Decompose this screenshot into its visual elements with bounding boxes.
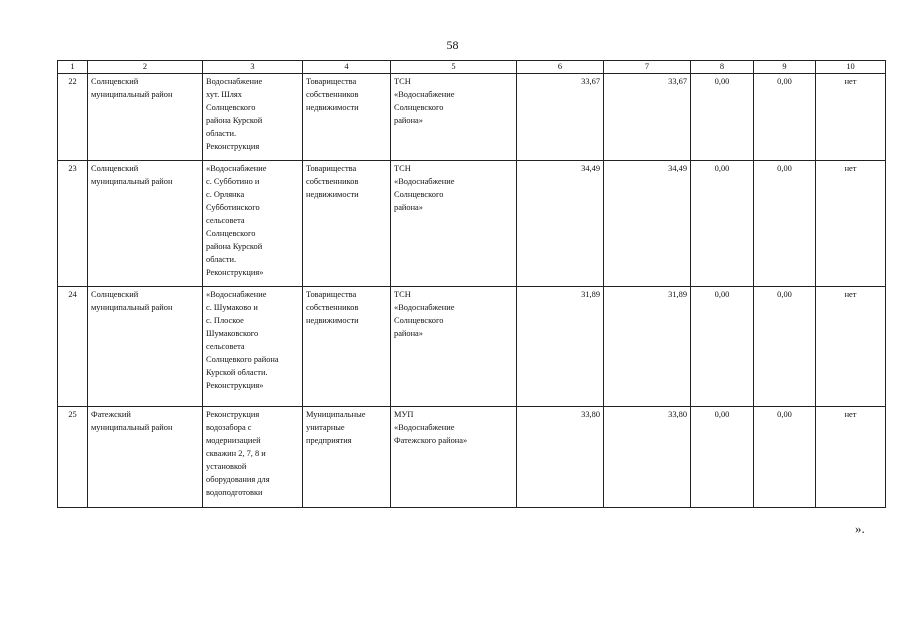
data-table [57,60,886,508]
column-header: 8 [691,61,754,74]
table-row [58,74,886,161]
table-row [58,287,886,407]
row-number: 25 [58,407,88,508]
value-cell-10: нет [816,74,886,161]
district-cell: Фатежский муниципальный район [88,407,203,508]
value-cell-7: 31,89 [604,287,691,407]
organization-cell: МУП «Водоснабжение Фатежского района» [391,407,517,508]
org-type-cell: Товарищества собственников недвижимости [303,287,391,407]
org-type-cell: Товарищества собственников недвижимости [303,74,391,161]
column-header: 2 [88,61,203,74]
value-cell-8: 0,00 [691,74,754,161]
row-number: 23 [58,161,88,287]
page-number: 58 [446,38,459,52]
value-cell-6: 34,49 [517,161,604,287]
org-type-cell: Товарищества собственников недвижимости [303,161,391,287]
value-cell-9: 0,00 [754,161,816,287]
district-cell: Солнцевский муниципальный район [88,287,203,407]
project-cell: «Водоснабжение с. Субботино и с. Орлянка Субботинского сельсовета Солнцевского района Курской области. Реконструкция» [203,161,303,287]
column-header: 5 [391,61,517,74]
org-type-cell: Муниципальные унитарные предприятия [303,407,391,508]
column-header: 9 [754,61,816,74]
district-cell: Солнцевский муниципальный район [88,161,203,287]
value-cell-9: 0,00 [754,287,816,407]
column-header: 3 [203,61,303,74]
column-header: 10 [816,61,886,74]
value-cell-10: нет [816,287,886,407]
value-cell-7: 34,49 [604,161,691,287]
row-number: 22 [58,74,88,161]
value-cell-7: 33,67 [604,74,691,161]
value-cell-10: нет [816,161,886,287]
value-cell-8: 0,00 [691,161,754,287]
value-cell-8: 0,00 [691,407,754,508]
value-cell-10: нет [816,407,886,508]
value-cell-9: 0,00 [754,407,816,508]
organization-cell: ТСН «Водоснабжение Солнцевского района» [391,287,517,407]
closing-quote-mark: ». [855,521,865,536]
value-cell-6: 31,89 [517,287,604,407]
row-number: 24 [58,287,88,407]
value-cell-7: 33,80 [604,407,691,508]
organization-cell: ТСН «Водоснабжение Солнцевского района» [391,161,517,287]
district-cell: Солнцевский муниципальный район [88,74,203,161]
column-header: 1 [58,61,88,74]
project-cell: Реконструкция водозабора с модернизацией скважин 2, 7, 8 и установкой оборудования для водоподготовки [203,407,303,508]
organization-cell: ТСН «Водоснабжение Солнцевского района» [391,74,517,161]
project-cell: «Водоснабжение с. Шумаково и с. Плоское Шумаковского сельсовета Солнцевкого района Курской области. Реконструкция» [203,287,303,407]
project-cell: Водоснабжение хут. Шлях Солнцевского района Курской области. Реконструкция [203,74,303,161]
table-row [58,161,886,287]
table-row [58,407,886,508]
value-cell-9: 0,00 [754,74,816,161]
value-cell-8: 0,00 [691,287,754,407]
header-row [58,61,886,74]
value-cell-6: 33,80 [517,407,604,508]
column-header: 6 [517,61,604,74]
column-header: 4 [303,61,391,74]
value-cell-6: 33,67 [517,74,604,161]
column-header: 7 [604,61,691,74]
